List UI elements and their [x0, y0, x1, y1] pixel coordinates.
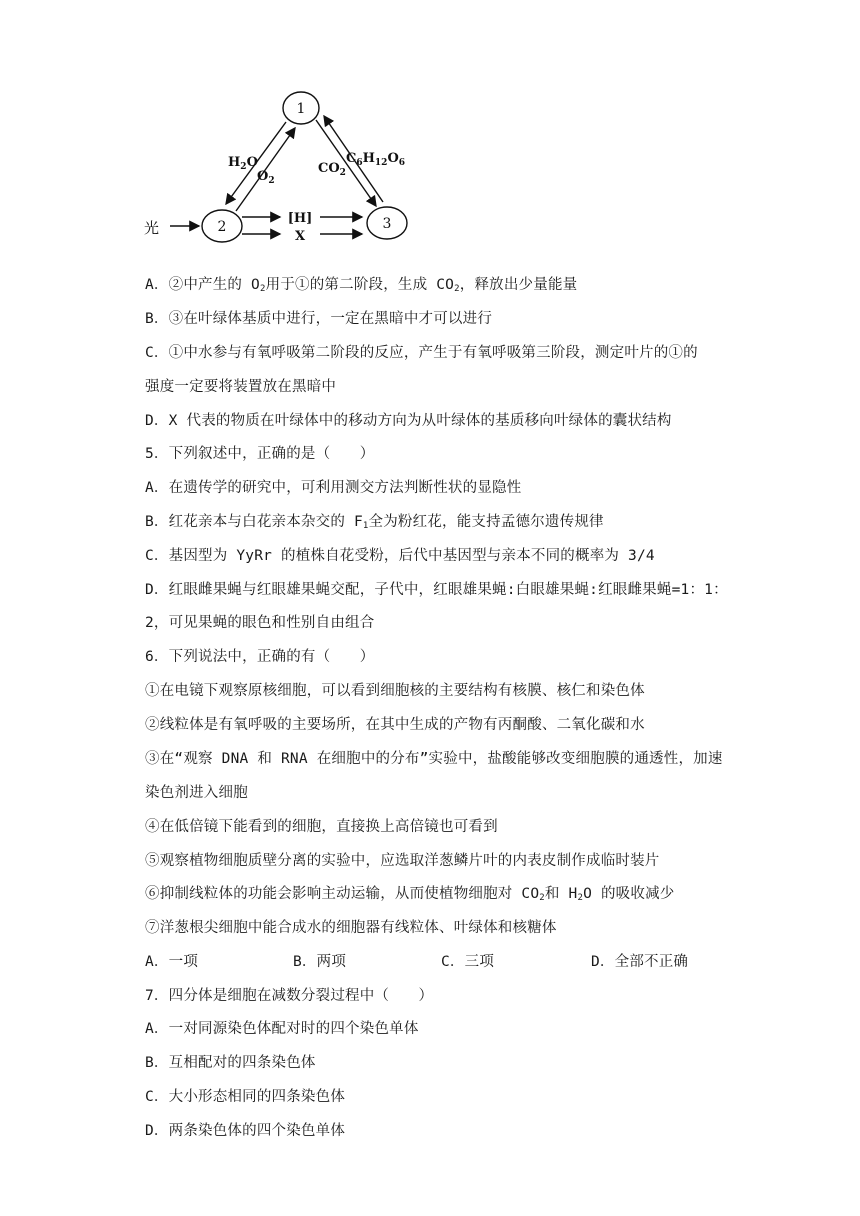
q6-statement-3-line2: 染色剂进入细胞	[145, 785, 248, 801]
q4-option-c-line1: C．①中水参与有氧呼吸第二阶段的反应，产生于有氧呼吸第三阶段，测定叶片的①的	[145, 345, 698, 361]
q5-option-d-line2: 2，可见果蝇的眼色和性别自由组合	[145, 615, 375, 631]
q6-statement-3-line1: ③在“观察 DNA 和 RNA 在细胞中的分布”实验中，盐酸能够改变细胞膜的通透性，加速	[145, 751, 723, 767]
q4-option-a: A．②中产生的 $O_2$用于①的第二阶段，生成 $CO_2$，释放出少量能量	[145, 277, 578, 294]
light-label: 光	[144, 219, 160, 237]
q6-options	[145, 952, 688, 972]
q7-stem: 7．四分体是细胞在减数分裂过程中（ ）	[145, 988, 434, 1004]
glucose-label: $C_6H_{12}O_6$	[346, 151, 406, 168]
q5-option-b: B．红花亲本与白花亲本杂交的 $F_1$全为粉红花，能支持孟德尔遗传规律	[145, 514, 604, 531]
q7-option-b: B．互相配对的四条染色体	[145, 1055, 316, 1071]
q5-option-a: A．在遗传学的研究中，可利用测交方法判断性状的显隐性	[145, 480, 522, 496]
q4-option-d: D．X 代表的物质在叶绿体中的移动方向为从叶绿体的基质移向叶绿体的囊状结构	[145, 413, 672, 429]
q6-option-d: D．全部不正确	[591, 954, 689, 970]
q6-option-b: B．两项	[293, 954, 347, 970]
node-1-label: 1	[296, 101, 306, 117]
water-label: $H_2O$	[228, 155, 258, 172]
q7-option-a: A．一对同源染色体配对时的四个染色单体	[145, 1021, 419, 1037]
q4-option-c-line2: 强度一定要将装置放在黑暗中	[145, 379, 337, 395]
node-3-label: 3	[382, 216, 392, 232]
photosynthesis-respiration-diagram	[140, 86, 430, 252]
q4-option-b: B．③在叶绿体基质中进行，一定在黑暗中才可以进行	[145, 311, 493, 327]
nadph-label: [H]	[287, 211, 313, 226]
q6-option-c: C．三项	[441, 954, 495, 970]
q5-option-c: C．基因型为 YyRr 的植株自花受粉，后代中基因型与亲本不同的概率为 3/4	[145, 548, 655, 564]
co2-label: $CO_2$	[318, 161, 346, 178]
q6-option-a: A．一项	[145, 954, 199, 970]
q7-option-d: D．两条染色体的四个染色单体	[145, 1123, 346, 1139]
q7-option-c: C．大小形态相同的四条染色体	[145, 1089, 346, 1105]
q6-statement-6: ⑥抑制线粒体的功能会影响主动运输，从而使植物细胞对 $CO_2$和 $H_2O$ 的吸收减少	[145, 886, 675, 903]
q6-stem: 6．下列说法中，正确的有（ ）	[145, 649, 375, 665]
node-2-label: 2	[217, 219, 227, 235]
q6-statement-2: ②线粒体是有氧呼吸的主要场所，在其中生成的产物有丙酮酸、二氧化碳和水	[145, 717, 645, 733]
q6-statement-7: ⑦洋葱根尖细胞中能合成水的细胞器有线粒体、叶绿体和核糖体	[145, 920, 557, 936]
q6-statement-5: ⑤观察植物细胞质壁分离的实验中，应选取洋葱鳞片叶的内表皮制作成临时装片	[145, 853, 660, 869]
q5-stem: 5．下列叙述中，正确的是（ ）	[145, 446, 375, 462]
o2-label: $O_2$	[257, 169, 275, 186]
q6-statement-1: ①在电镜下观察原核细胞，可以看到细胞核的主要结构有核膜、核仁和染色体	[145, 683, 645, 699]
x-label: X	[294, 229, 306, 244]
q5-option-d-line1: D．红眼雌果蝇与红眼雄果蝇交配，子代中，红眼雄果蝇:白眼雄果蝇:红眼雌果蝇=1：1：	[145, 582, 728, 598]
q6-statement-4: ④在低倍镜下能看到的细胞，直接换上高倍镜也可看到	[145, 819, 498, 835]
